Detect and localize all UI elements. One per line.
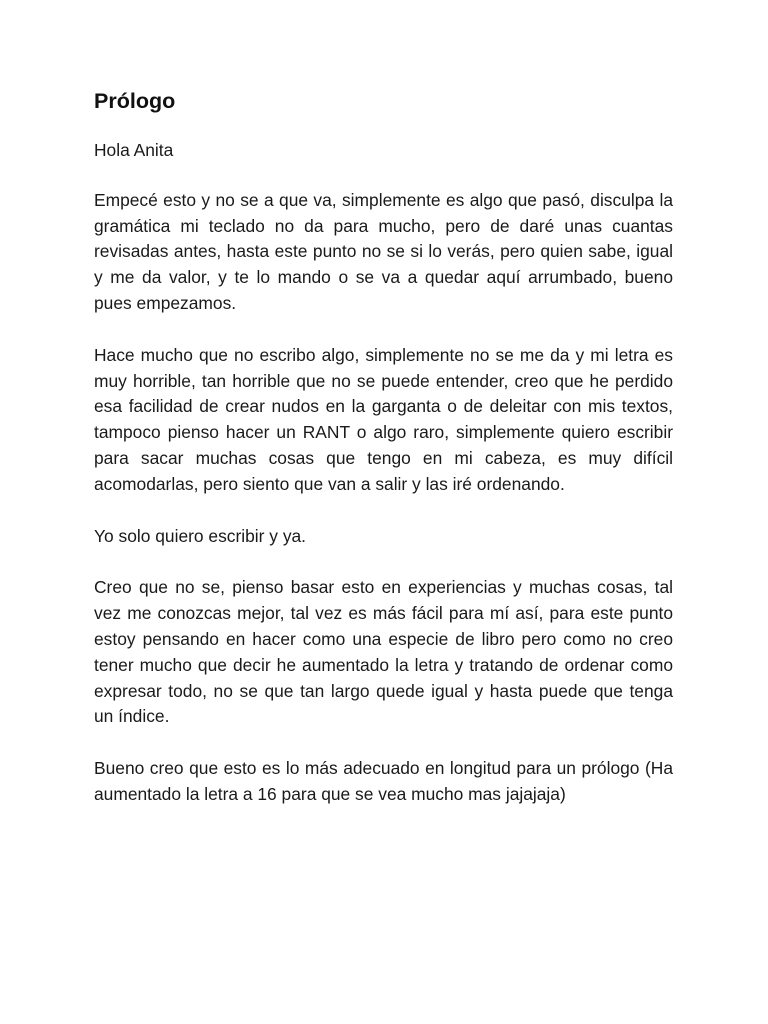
document-page [94, 86, 673, 834]
paragraph-5: Bueno creo que esto es lo más adecuado en longitud para un prólogo (Ha aumentado la letra a 16 para que se vea mucho mas jajajaja) [94, 758, 673, 804]
paragraph-1: Empecé esto y no se a que va, simplemente es algo que pasó, disculpa la gramática mi teclado no da para mucho, pero de daré unas cuantas revisadas antes, hasta este punto no se si lo verás, pero quien sabe, igual y me da valor, y te lo mando o se va a quedar aquí arrumbado, bueno pues empezamos. [94, 189, 673, 313]
page-title: Prólogo [94, 89, 176, 113]
paragraph-4: Creo que no se, pienso basar esto en experiencias y muchas cosas, tal vez me conozcas mejor, tal vez es más fácil para mí así, para este punto estoy pensando en hacer como una especie de libro pero como no creo tener mucho que decir he aumentado la letra y tratando de ordenar como expresar todo, no se que tan largo quede igual y hasta puede que tenga un índice. [94, 577, 673, 727]
paragraph-2: Hace mucho que no escribo algo, simplemente no se me da y mi letra es muy horrible, tan horrible que no se puede entender, creo que he perdido esa facilidad de crear nudos en la garganta o de deleitar con mis textos, tampoco pienso hacer un RANT o algo raro, simplemente quiero escribir para sacar muchas cosas que tengo en mi cabeza, es muy difícil acomodarlas, pero siento que van a salir y las iré ordenando. [94, 344, 673, 494]
paragraph-3: Yo solo quiero escribir y ya. [94, 525, 307, 546]
greeting: Hola Anita [94, 140, 174, 160]
